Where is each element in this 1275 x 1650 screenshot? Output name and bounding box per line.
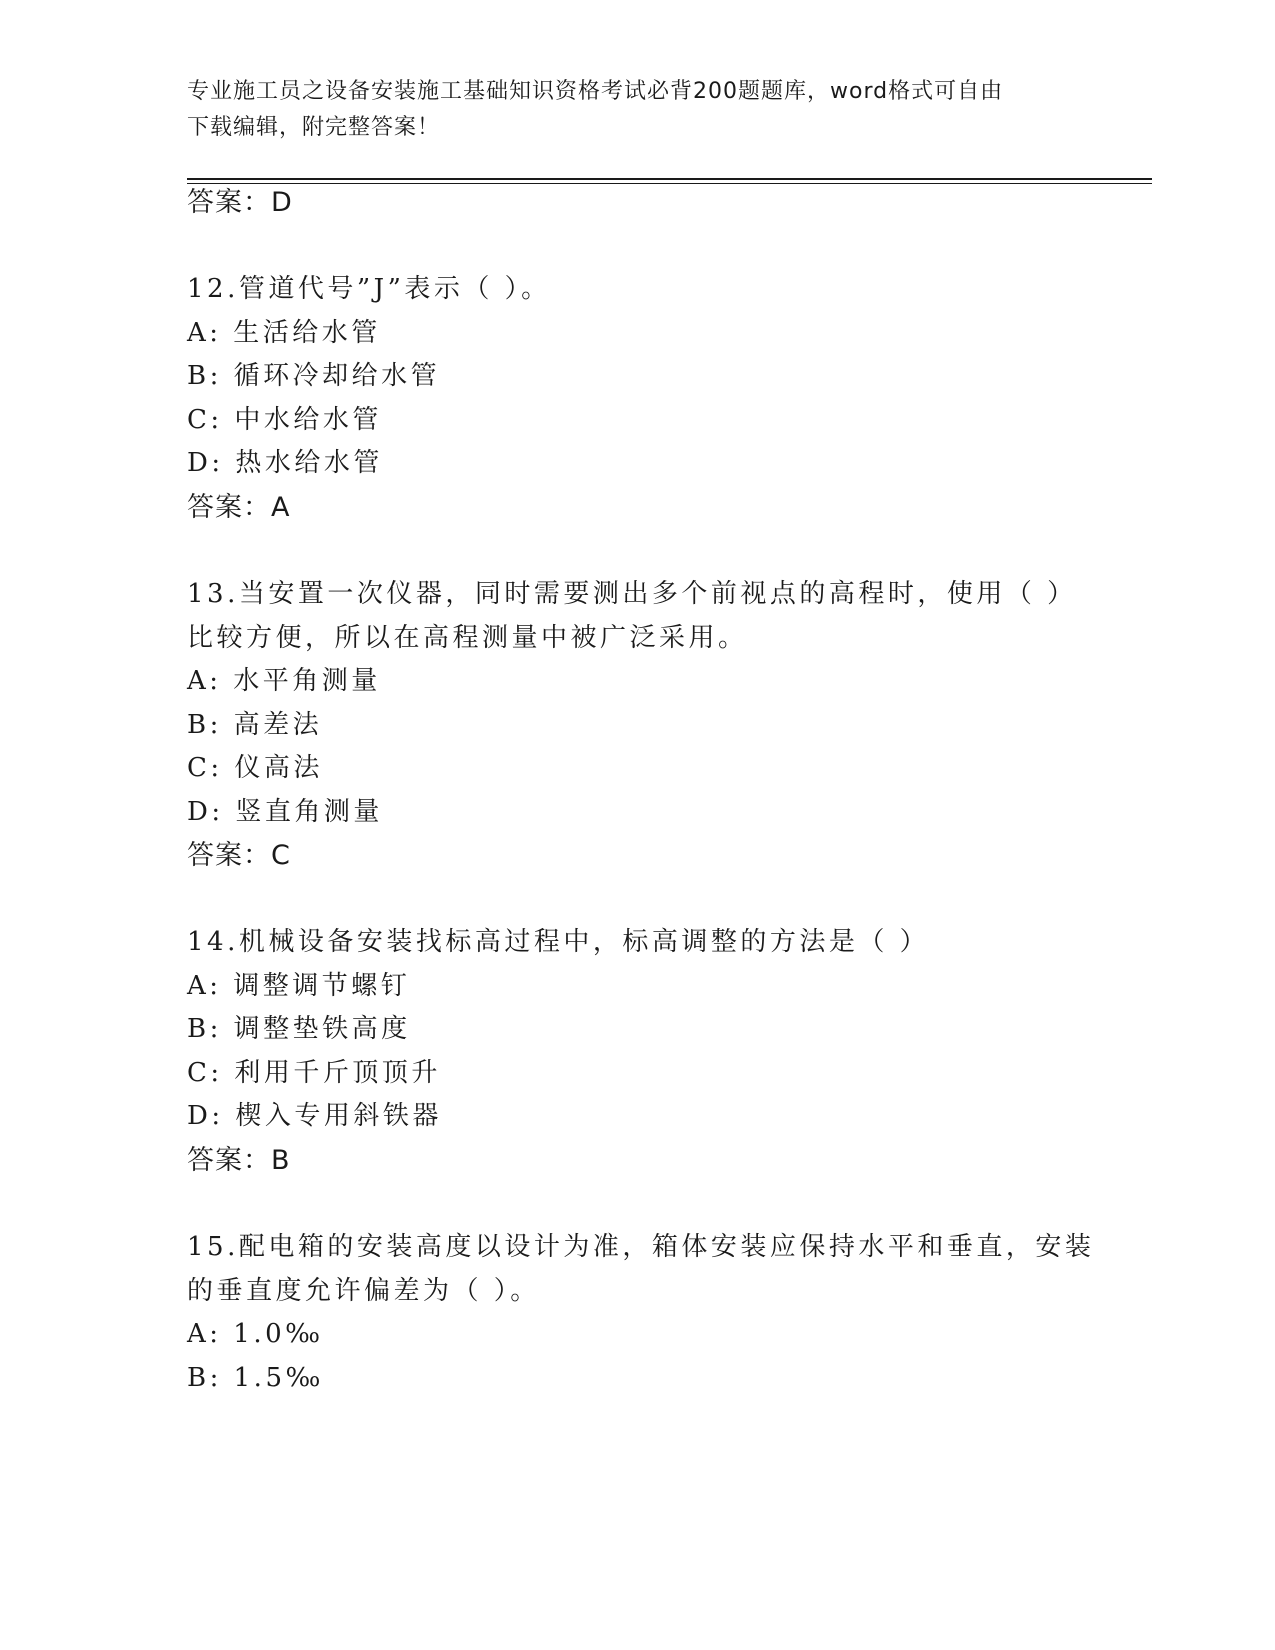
question-15-option-b: B: 1.5‰ [187, 1363, 324, 1393]
question-13-stem-line-2: 比较方便，所以在高程测量中被广泛采用。 [187, 623, 748, 653]
answer-q11: 答案：D [187, 187, 293, 218]
question-15-stem-line-1: 15.配电箱的安装高度以设计为准，箱体安装应保持水平和垂直，安装 [187, 1232, 1095, 1262]
header-line-2: 下载编辑，附完整答案！ [187, 115, 441, 140]
answer-q13: 答案：C [187, 840, 291, 871]
question-13-option-c: C: 仪高法 [187, 753, 323, 783]
answer-q12: 答案：A [187, 492, 291, 523]
question-13-option-d: D: 竖直角测量 [187, 797, 383, 827]
question-13-option-a: A: 水平角测量 [187, 666, 381, 696]
question-12-option-a: A: 生活给水管 [187, 318, 381, 348]
answer-q14: 答案：B [187, 1145, 291, 1176]
document-header [187, 74, 1067, 146]
header-line-1: 专业施工员之设备安装施工基础知识资格考试必背200题题库，word格式可自由 [187, 79, 1004, 104]
question-12-option-d: D: 热水给水管 [187, 448, 383, 478]
question-12-option-c: C: 中水给水管 [187, 405, 382, 435]
question-13-stem-line-1: 13.当安置一次仪器，同时需要测出多个前视点的高程时，使用（ ） [187, 579, 1077, 609]
header-divider-thin [187, 183, 1152, 184]
header-divider-thick [187, 178, 1152, 180]
question-14-stem: 14.机械设备安装找标高过程中，标高调整的方法是（ ） [187, 927, 930, 957]
question-15-stem-line-2: 的垂直度允许偏差为（ ）。 [187, 1276, 540, 1306]
question-14-option-a: A: 调整调节螺钉 [187, 971, 411, 1001]
question-14-option-c: C: 利用千斤顶顶升 [187, 1058, 441, 1088]
question-13-option-b: B: 高差法 [187, 710, 323, 740]
question-15-option-a: A: 1.0‰ [187, 1319, 324, 1349]
question-12-option-b: B: 循环冷却给水管 [187, 361, 441, 391]
question-12-stem: 12.管道代号”J”表示（ ）。 [187, 274, 551, 304]
question-14-option-d: D: 楔入专用斜铁器 [187, 1101, 442, 1131]
question-14-option-b: B: 调整垫铁高度 [187, 1014, 411, 1044]
